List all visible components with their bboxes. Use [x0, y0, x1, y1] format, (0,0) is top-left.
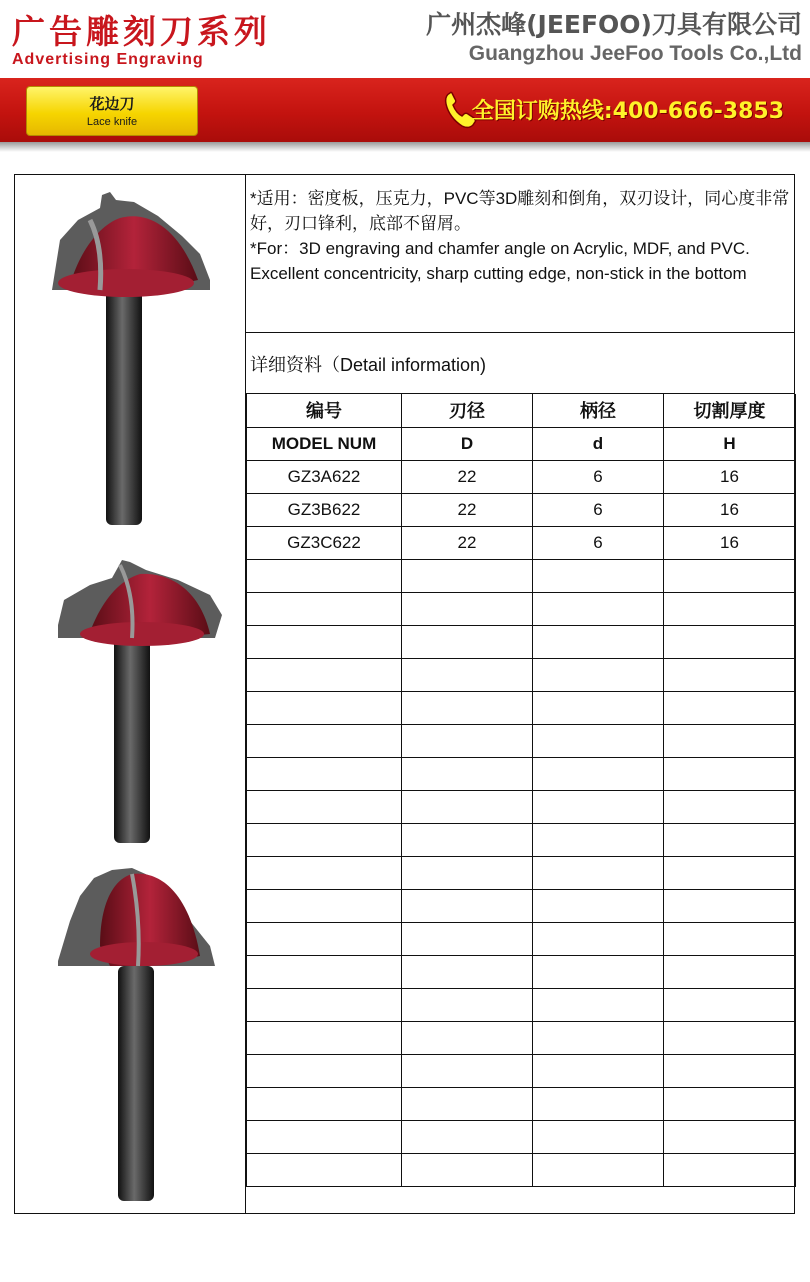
detail-heading: 详细资料（Detail information): [250, 355, 487, 375]
empty-cell: [402, 592, 533, 625]
series-title: 广告雕刻刀系列: [12, 12, 271, 51]
empty-cell: [247, 724, 402, 757]
empty-cell: [247, 757, 402, 790]
empty-cell: [664, 823, 796, 856]
empty-cell: [402, 1087, 533, 1120]
cell-blade-dia: 22: [402, 526, 533, 559]
banner-shadow: [0, 142, 810, 152]
empty-cell: [402, 922, 533, 955]
empty-cell: [247, 559, 402, 592]
empty-table-row: [247, 922, 796, 955]
header-cut-height-cn: 切割厚度: [664, 394, 796, 427]
cell-model: GZ3B622: [247, 493, 402, 526]
empty-cell: [664, 1120, 796, 1153]
cell-cut-height: 16: [664, 526, 796, 559]
empty-cell: [533, 559, 664, 592]
empty-table-row: [247, 988, 796, 1021]
empty-cell: [247, 1054, 402, 1087]
header-blade-dia-en: D: [402, 427, 533, 460]
empty-cell: [533, 757, 664, 790]
empty-cell: [533, 691, 664, 724]
empty-cell: [533, 625, 664, 658]
empty-cell: [533, 724, 664, 757]
category-button[interactable]: [26, 86, 198, 136]
header-model-en: MODEL NUM: [247, 427, 402, 460]
category-label-cn: 花边刀: [89, 95, 135, 113]
empty-cell: [247, 691, 402, 724]
empty-table-row: [247, 955, 796, 988]
empty-table-row: [247, 592, 796, 625]
empty-cell: [664, 1087, 796, 1120]
empty-cell: [533, 922, 664, 955]
header-row-cn: [247, 394, 796, 427]
cell-blade-dia: 22: [402, 460, 533, 493]
empty-cell: [533, 790, 664, 823]
empty-cell: [664, 592, 796, 625]
empty-table-row: [247, 823, 796, 856]
empty-cell: [402, 823, 533, 856]
cell-shank-dia: 6: [533, 460, 664, 493]
empty-cell: [247, 922, 402, 955]
empty-cell: [402, 658, 533, 691]
product-description: [250, 186, 790, 286]
empty-cell: [402, 988, 533, 1021]
empty-cell: [533, 1021, 664, 1054]
empty-cell: [247, 1120, 402, 1153]
empty-cell: [533, 889, 664, 922]
series-subtitle: Advertising Engraving: [12, 51, 204, 68]
empty-cell: [664, 625, 796, 658]
empty-cell: [247, 856, 402, 889]
description-divider: [246, 332, 795, 333]
company-name-en: Guangzhou JeeFoo Tools Co.,Ltd: [468, 42, 802, 65]
cell-cut-height: 16: [664, 460, 796, 493]
empty-cell: [533, 1120, 664, 1153]
cell-shank-dia: 6: [533, 493, 664, 526]
empty-cell: [402, 856, 533, 889]
empty-table-row: [247, 559, 796, 592]
description-en: *For：3D engraving and chamfer angle on Acrylic, MDF, and PVC. Excellent concentricity, sharp cutting edge, non-stick in the bottom: [250, 239, 750, 283]
empty-cell: [247, 1153, 402, 1186]
empty-table-row: [247, 889, 796, 922]
header-row-en: [247, 427, 796, 460]
header-model-cn: 编号: [247, 394, 402, 427]
empty-cell: [533, 1153, 664, 1186]
empty-cell: [664, 889, 796, 922]
empty-cell: [664, 691, 796, 724]
empty-cell: [664, 988, 796, 1021]
empty-cell: [402, 1054, 533, 1087]
empty-table-row: [247, 724, 796, 757]
header-shank-dia-cn: 柄径: [533, 394, 664, 427]
empty-cell: [533, 988, 664, 1021]
table-row: [247, 493, 796, 526]
empty-table-row: [247, 1054, 796, 1087]
header-blade-dia-cn: 刃径: [402, 394, 533, 427]
empty-cell: [664, 955, 796, 988]
empty-cell: [402, 1021, 533, 1054]
spec-table: [246, 394, 796, 1187]
empty-cell: [402, 790, 533, 823]
empty-table-row: [247, 1021, 796, 1054]
empty-cell: [664, 856, 796, 889]
empty-cell: [247, 988, 402, 1021]
empty-cell: [533, 856, 664, 889]
empty-cell: [664, 1054, 796, 1087]
empty-cell: [533, 1054, 664, 1087]
header-shank-dia-en: d: [533, 427, 664, 460]
table-row: [247, 526, 796, 559]
empty-cell: [402, 724, 533, 757]
empty-cell: [402, 955, 533, 988]
empty-cell: [402, 1153, 533, 1186]
empty-table-row: [247, 1120, 796, 1153]
empty-cell: [247, 592, 402, 625]
router-bit-image-b: [50, 550, 240, 850]
cell-blade-dia: 22: [402, 493, 533, 526]
empty-cell: [664, 559, 796, 592]
empty-cell: [664, 658, 796, 691]
hotline-text: 全国订购热线:400-666-3853: [471, 99, 784, 124]
header-cut-height-en: H: [664, 427, 796, 460]
empty-cell: [247, 625, 402, 658]
empty-cell: [402, 691, 533, 724]
cell-shank-dia: 6: [533, 526, 664, 559]
empty-cell: [402, 889, 533, 922]
empty-cell: [664, 790, 796, 823]
table-row: [247, 460, 796, 493]
empty-cell: [402, 559, 533, 592]
empty-cell: [402, 1120, 533, 1153]
cell-cut-height: 16: [664, 493, 796, 526]
empty-cell: [664, 1021, 796, 1054]
cell-model: GZ3C622: [247, 526, 402, 559]
empty-table-row: [247, 757, 796, 790]
router-bit-image-c: [50, 866, 240, 1206]
empty-cell: [402, 625, 533, 658]
empty-cell: [247, 823, 402, 856]
empty-cell: [533, 1087, 664, 1120]
empty-cell: [533, 592, 664, 625]
empty-table-row: [247, 1153, 796, 1186]
page-header: [0, 0, 810, 78]
empty-cell: [247, 1087, 402, 1120]
empty-cell: [533, 658, 664, 691]
router-bit-image-a: [40, 180, 230, 530]
empty-cell: [533, 955, 664, 988]
empty-table-row: [247, 856, 796, 889]
description-cn: *适用：密度板，压克力，PVC等3D雕刻和倒角，双刃设计，同心度非常好，刃口锋利，底部不留屑。: [250, 189, 790, 233]
empty-table-row: [247, 658, 796, 691]
empty-cell: [664, 1153, 796, 1186]
empty-cell: [533, 823, 664, 856]
empty-cell: [247, 889, 402, 922]
empty-cell: [664, 757, 796, 790]
empty-cell: [664, 724, 796, 757]
empty-table-row: [247, 625, 796, 658]
empty-cell: [247, 955, 402, 988]
cell-model: GZ3A622: [247, 460, 402, 493]
empty-table-row: [247, 790, 796, 823]
company-name-cn: 广州杰峰(JEEFOO)刀具有限公司: [426, 10, 802, 39]
empty-cell: [402, 757, 533, 790]
empty-cell: [664, 922, 796, 955]
empty-cell: [247, 790, 402, 823]
empty-cell: [247, 1021, 402, 1054]
empty-table-row: [247, 1087, 796, 1120]
empty-cell: [247, 658, 402, 691]
empty-table-row: [247, 691, 796, 724]
category-label-en: Lace knife: [86, 116, 138, 128]
